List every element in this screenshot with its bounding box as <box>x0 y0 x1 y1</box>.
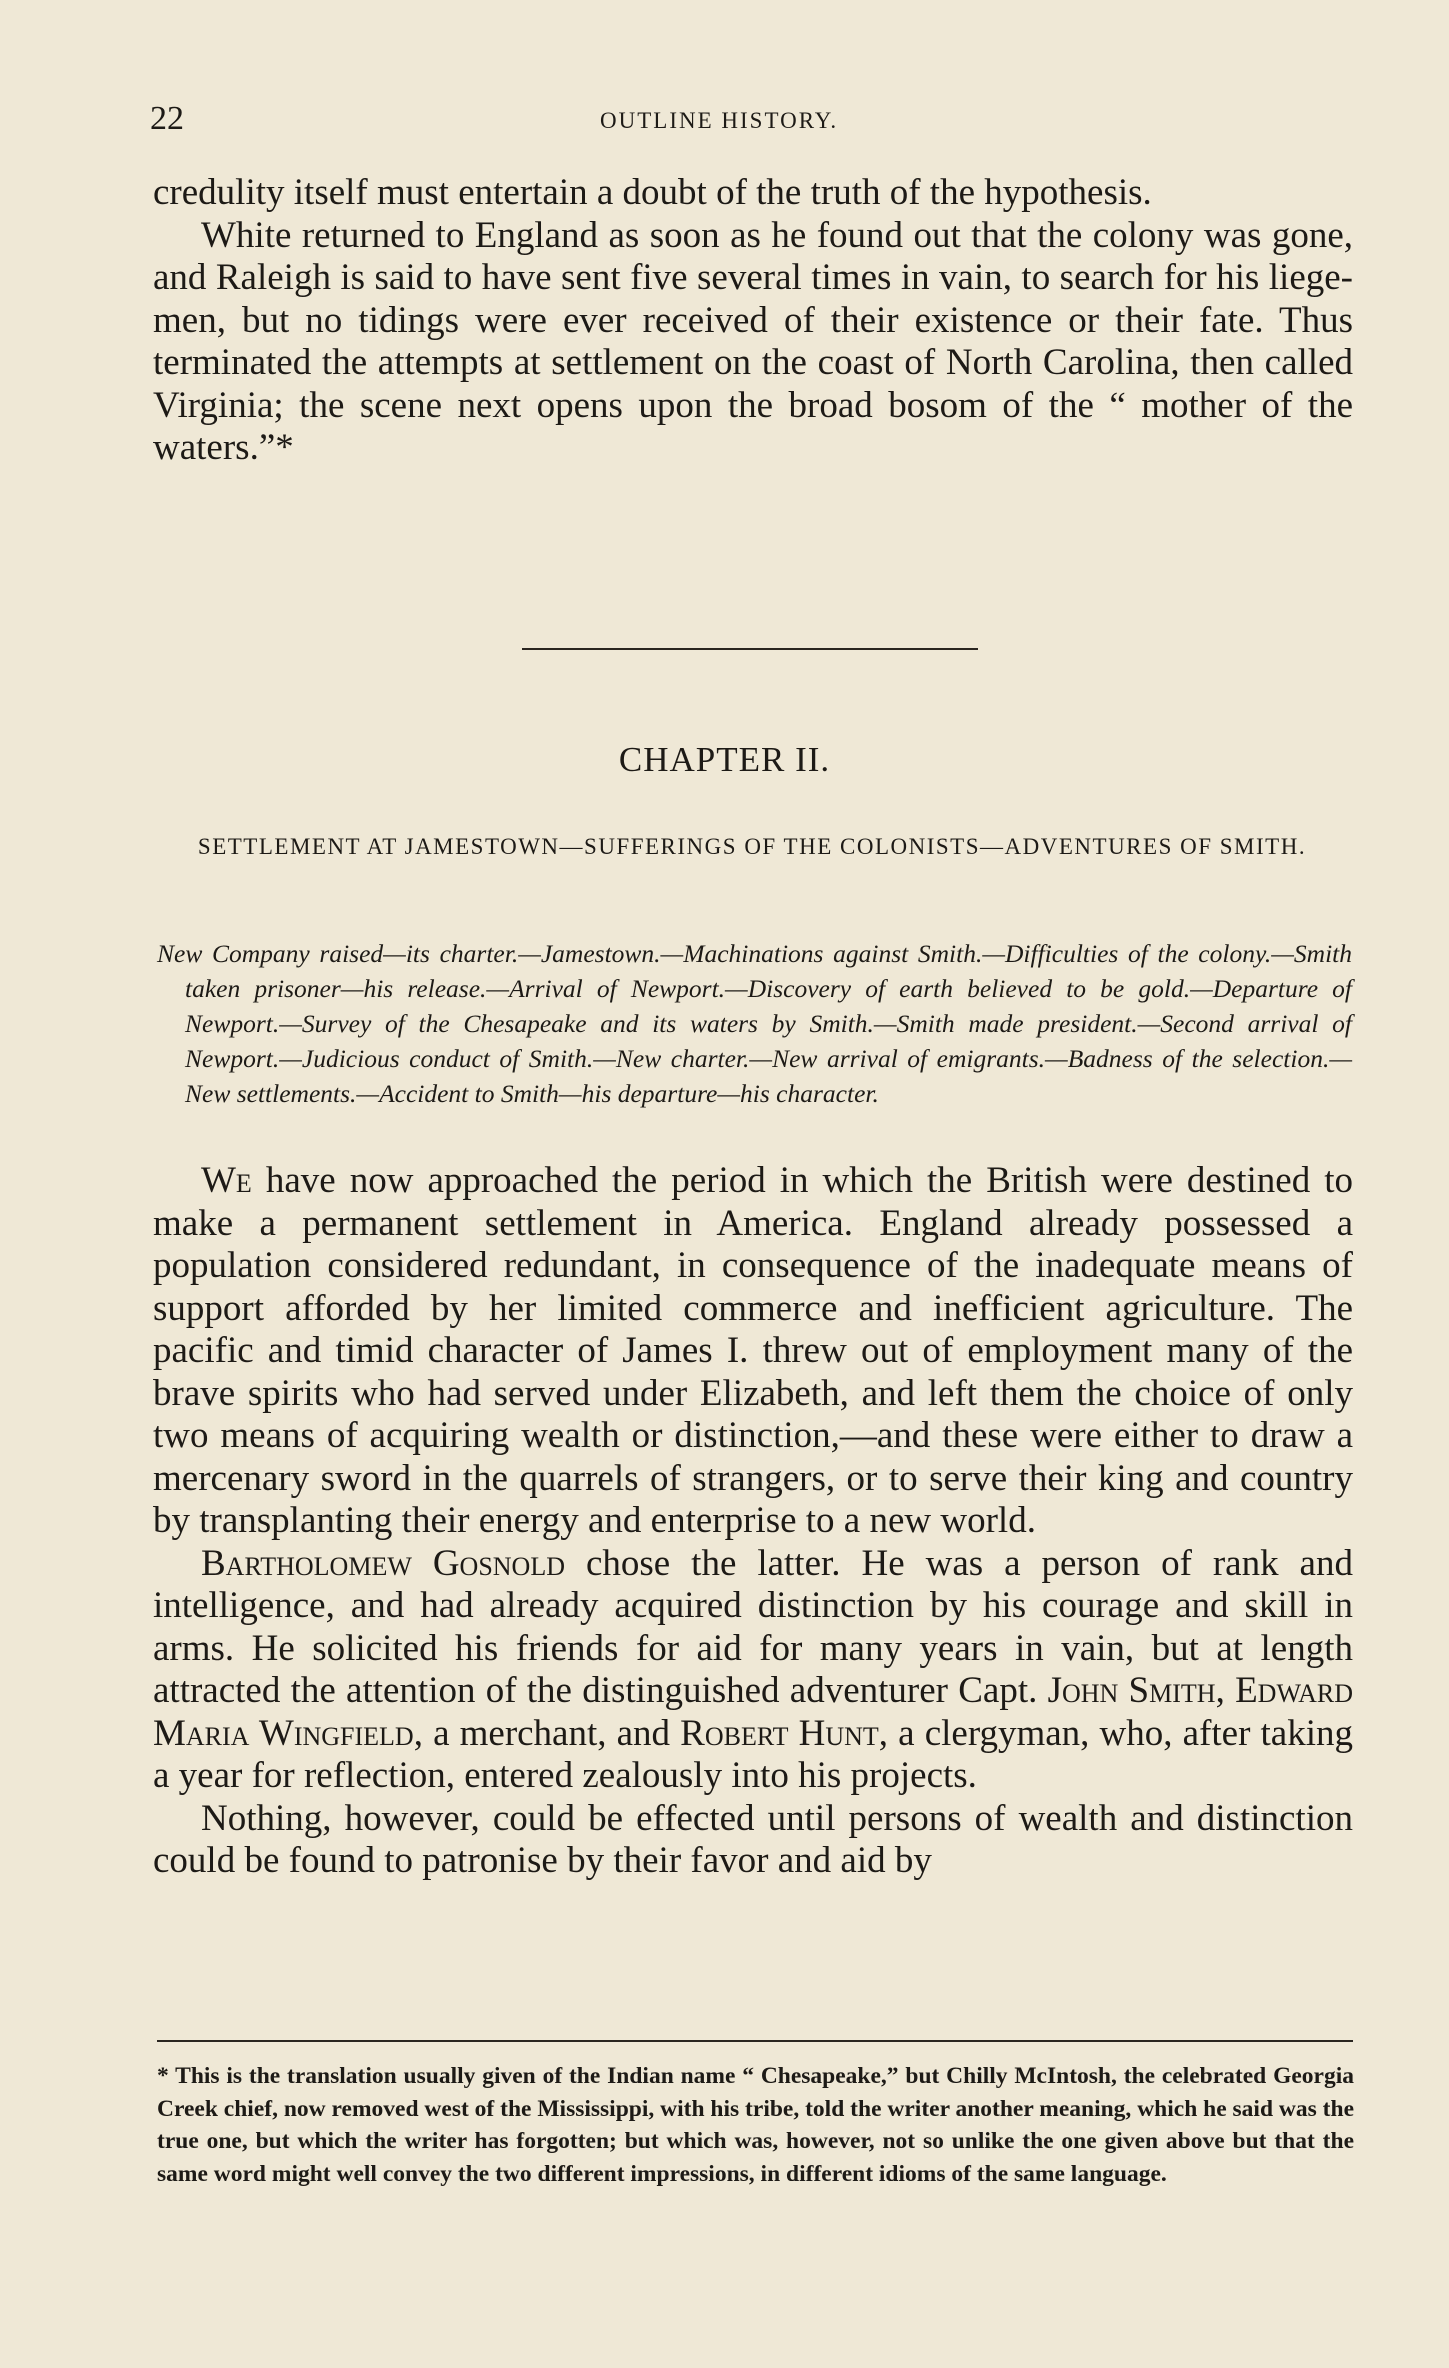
top-text-block <box>153 172 1353 470</box>
paragraph-text: have now approached the period in which the British were destined to make a permanent settlement in America. England already possessed a population considered redundant, in consequence of the inadequate means of support afforded by her limited commerce and inefficient agriculture. The pacific and timid character of James I. threw out of employment many of the brave spirits who had served under Elizabeth, and left them the choice of only two means of acquiring wealth or distinction,—and these were either to draw a mercenary sword in the quarrels of strangers, or to serve their king and country by transplanting their energy and enterprise to a new world. <box>153 1160 1353 1541</box>
footnote: * This is the translation usually given of the Indian name “ Chesapeake,” but Chilly McIntosh, the celebrated Georgia Creek chief, now removed west of the Mississippi, with his tribe, told the writer another meaning, which he said was the true one, but which the writer has forgotten; but which was, however, not so unlike the one given above but that the same word might well convey the two different impressions, in different idioms of the same language. <box>157 2063 1354 2187</box>
paragraph: White returned to England as soon as he found out that the colony was gone, and Raleigh is said to have sent five several times in vain, to search for his liege-men, but no tidings were ever received of their existence or their fate. Thus terminated the attempts at settlement on the coast of North Carolina, then called Virginia; the scene next opens upon the broad bosom of the “ mother of the waters.”* <box>153 214 1353 468</box>
person-name: Edward Maria Wingfield <box>153 1670 1354 1754</box>
paragraph <box>153 1160 1353 1543</box>
paragraph-text: , a clergyman, who, after taking a year for reflection, entered zealously into his projects. <box>153 1712 1354 1796</box>
paragraph <box>153 1543 1353 1798</box>
footnote-divider <box>157 2040 1353 2042</box>
person-name: John Smith <box>1047 1670 1216 1711</box>
chapter-subtitle: SETTLEMENT AT JAMESTOWN—SUFFERINGS OF THE COLONISTS—ADVENTURES OF SMITH. <box>197 834 1307 859</box>
paragraph: Nothing, however, could be effected until persons of wealth and distinction could be found to patronise by their favor and aid by <box>153 1797 1353 1881</box>
running-head <box>150 100 1350 140</box>
chapter-title: CHAPTER II. <box>618 740 831 779</box>
paragraph-text: chose the latter. He was a person of rank and intelligence, and had already acquired distinction by his courage and skill in arms. He solicited his friends for aid for many years in vain, but at length attracted the attention of the distinguished adventurer Capt. <box>153 1542 1353 1711</box>
paragraph: credulity itself must entertain a doubt of the truth of the hypothesis. <box>153 172 1152 213</box>
chapter-summary: New Company raised—its charter.—Jamestown.—Machinations against Smith.—Difficulties of the colony.—Smith taken prisoner—his release.—Arrival of Newport.—Discovery of earth believed to be gold.—Departure of Newport.—Survey of the Chesapeake and its waters by Smith.—Smith made president.—Second arrival of Newport.—Judicious conduct of Smith.—New charter.—New arrival of emigrants.—Badness of the selection.—New settlements.—Accident to Smith—his departure—his character. <box>157 939 1352 1108</box>
paragraph-text: , a merchant, and <box>413 1712 681 1754</box>
page-number: 22 <box>150 100 184 137</box>
running-title: OUTLINE HISTORY. <box>600 108 839 133</box>
section-divider <box>522 648 978 650</box>
paragraph-text: , <box>1215 1670 1236 1711</box>
person-name: Robert Hunt <box>680 1712 879 1754</box>
person-name: Bartholomew Gosnold <box>201 1542 565 1584</box>
main-text-block <box>153 1160 1353 1883</box>
lead-word: We <box>201 1160 252 1201</box>
